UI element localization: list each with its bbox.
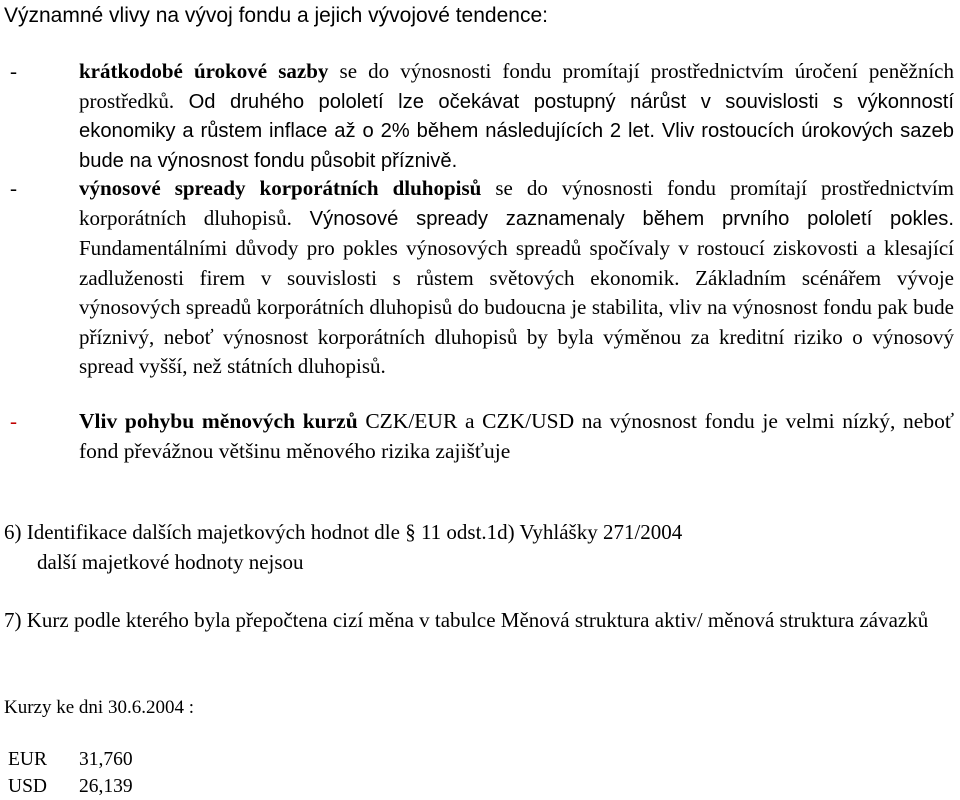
- section-6-value: další majetkové hodnoty nejsou: [37, 550, 304, 574]
- bullet-text-2: Fundamentálními důvody pro pokles výnosových spreadů spočívaly v rostoucí ziskovosti a klesající zadluženosti firem v souvislosti s růstem světových ekonomik. Základním scénářem vývoje výnosových spreadů korporátních dluhopisů do budoucna je stabilita, vliv na výnosnost fondu pak bude příznivý, neboť výnosnost korporátních dluhopisů by byla výměnou za kreditní riziko o výnosový: [79, 236, 954, 349]
- bullet-dash: -: [10, 409, 17, 433]
- rate-value: 26,139: [79, 776, 133, 797]
- bullet-corporate-spreads: [0, 174, 960, 382]
- rate-currency: USD: [8, 776, 48, 797]
- bullet-text: se do výnosnosti fondu promítají prostřednictvím korporátních dluhopisů.: [79, 176, 954, 230]
- bullet-currency-rates: [0, 407, 960, 466]
- bullet-text-sans: Od druhého pololetí lze očekávat postupný nárůst v souvislosti s výkonností ekonomiky a růstem inflace až o 2% během následujících 2 let. Vliv rostoucích úrokových sazeb bude na výnosnost fondu působit příznivě.: [79, 90, 954, 172]
- rate-value: 31,760: [79, 749, 133, 770]
- bullet-text: CZK/EUR a CZK/USD na výnosnost fondu je velmi nízký, neboť fond převážnou většinu měnového rizika zajišťuje: [79, 409, 955, 463]
- bullet-body: [79, 57, 954, 176]
- bullet-body: [79, 174, 954, 382]
- bullet-term: Vliv pohybu měnových kurzů: [79, 409, 358, 433]
- bullet-dash: -: [10, 176, 17, 200]
- bullet-term: výnosové spready korporátních dluhopisů: [79, 176, 482, 200]
- bullet-body: [79, 407, 954, 466]
- rates-list: [8, 746, 133, 800]
- rate-row-eur: [8, 746, 133, 773]
- rates-date-label: Kurzy ke dni 30.6.2004 :: [4, 697, 194, 718]
- section-7-title: 7) Kurz podle kterého byla přepočtena cizí měna v tabulce Měnová struktura aktiv/ měnová struktura závazků: [4, 608, 929, 632]
- rate-currency: EUR: [8, 749, 47, 770]
- rate-row-usd: [8, 773, 133, 800]
- bullet-text-last: spread vyšší, než státních dluhopisů.: [79, 354, 386, 378]
- bullet-text: se do výnosnosti fondu promítají prostřednictvím úročení peněžních prostředků.: [79, 59, 954, 113]
- bullet-short-term-rates: [0, 57, 960, 176]
- bullet-term: krátkodobé úrokové sazby: [79, 59, 329, 83]
- section-heading: Významné vlivy na vývoj fondu a jejich vývojové tendence:: [4, 4, 548, 27]
- bullet-text-sans: Výnosové spready zaznamenaly během prvního pololetí pokles.: [291, 207, 954, 230]
- bullet-dash: -: [10, 59, 17, 83]
- section-6-title: 6) Identifikace dalších majetkových hodnot dle § 11 odst.1d) Vyhlášky 271/2004: [4, 520, 683, 544]
